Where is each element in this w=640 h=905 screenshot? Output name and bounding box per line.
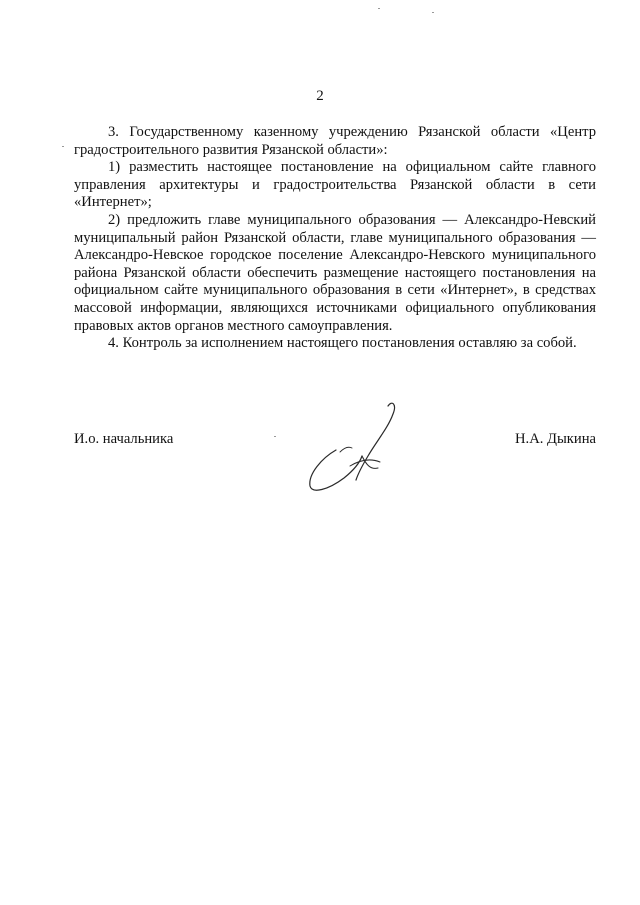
scan-speck xyxy=(378,8,380,9)
scan-speck xyxy=(62,146,64,147)
signer-position: И.о. начальника xyxy=(74,431,174,447)
signature-icon xyxy=(300,398,405,498)
document-body xyxy=(74,124,596,353)
scan-speck xyxy=(274,436,276,437)
paragraph-subitem-1: 1) разместить настоящее постановление на официальном сайте главного управления архитектуры и градостроительства Рязанской области в сети «Интернет»; xyxy=(74,159,596,211)
paragraph-item-4: 4. Контроль за исполнением настоящего постановления оставляю за собой. xyxy=(108,335,577,352)
page-number: 2 xyxy=(316,88,324,104)
scan-speck xyxy=(432,12,434,13)
signer-name: Н.А. Дыкина xyxy=(515,431,596,447)
paragraph-item-3: 3. Государственному казенному учреждению Рязанской области «Центр градостроительного развития Рязанской области»: xyxy=(74,124,596,158)
paragraph-subitem-2: 2) предложить главе муниципального образования — Александро-Невский муниципальный район Рязанской области, главе муниципального образования — Александро-Невское городское поселение Александро-Невского муниципального района Рязанской области обеспечить размещение настоящего постановления на официальном сайте муниципального образования в сети «Интернет», в средствах массовой информации, являющихся источниками официального опубликования правовых актов органов местного самоуправления. xyxy=(74,211,596,334)
